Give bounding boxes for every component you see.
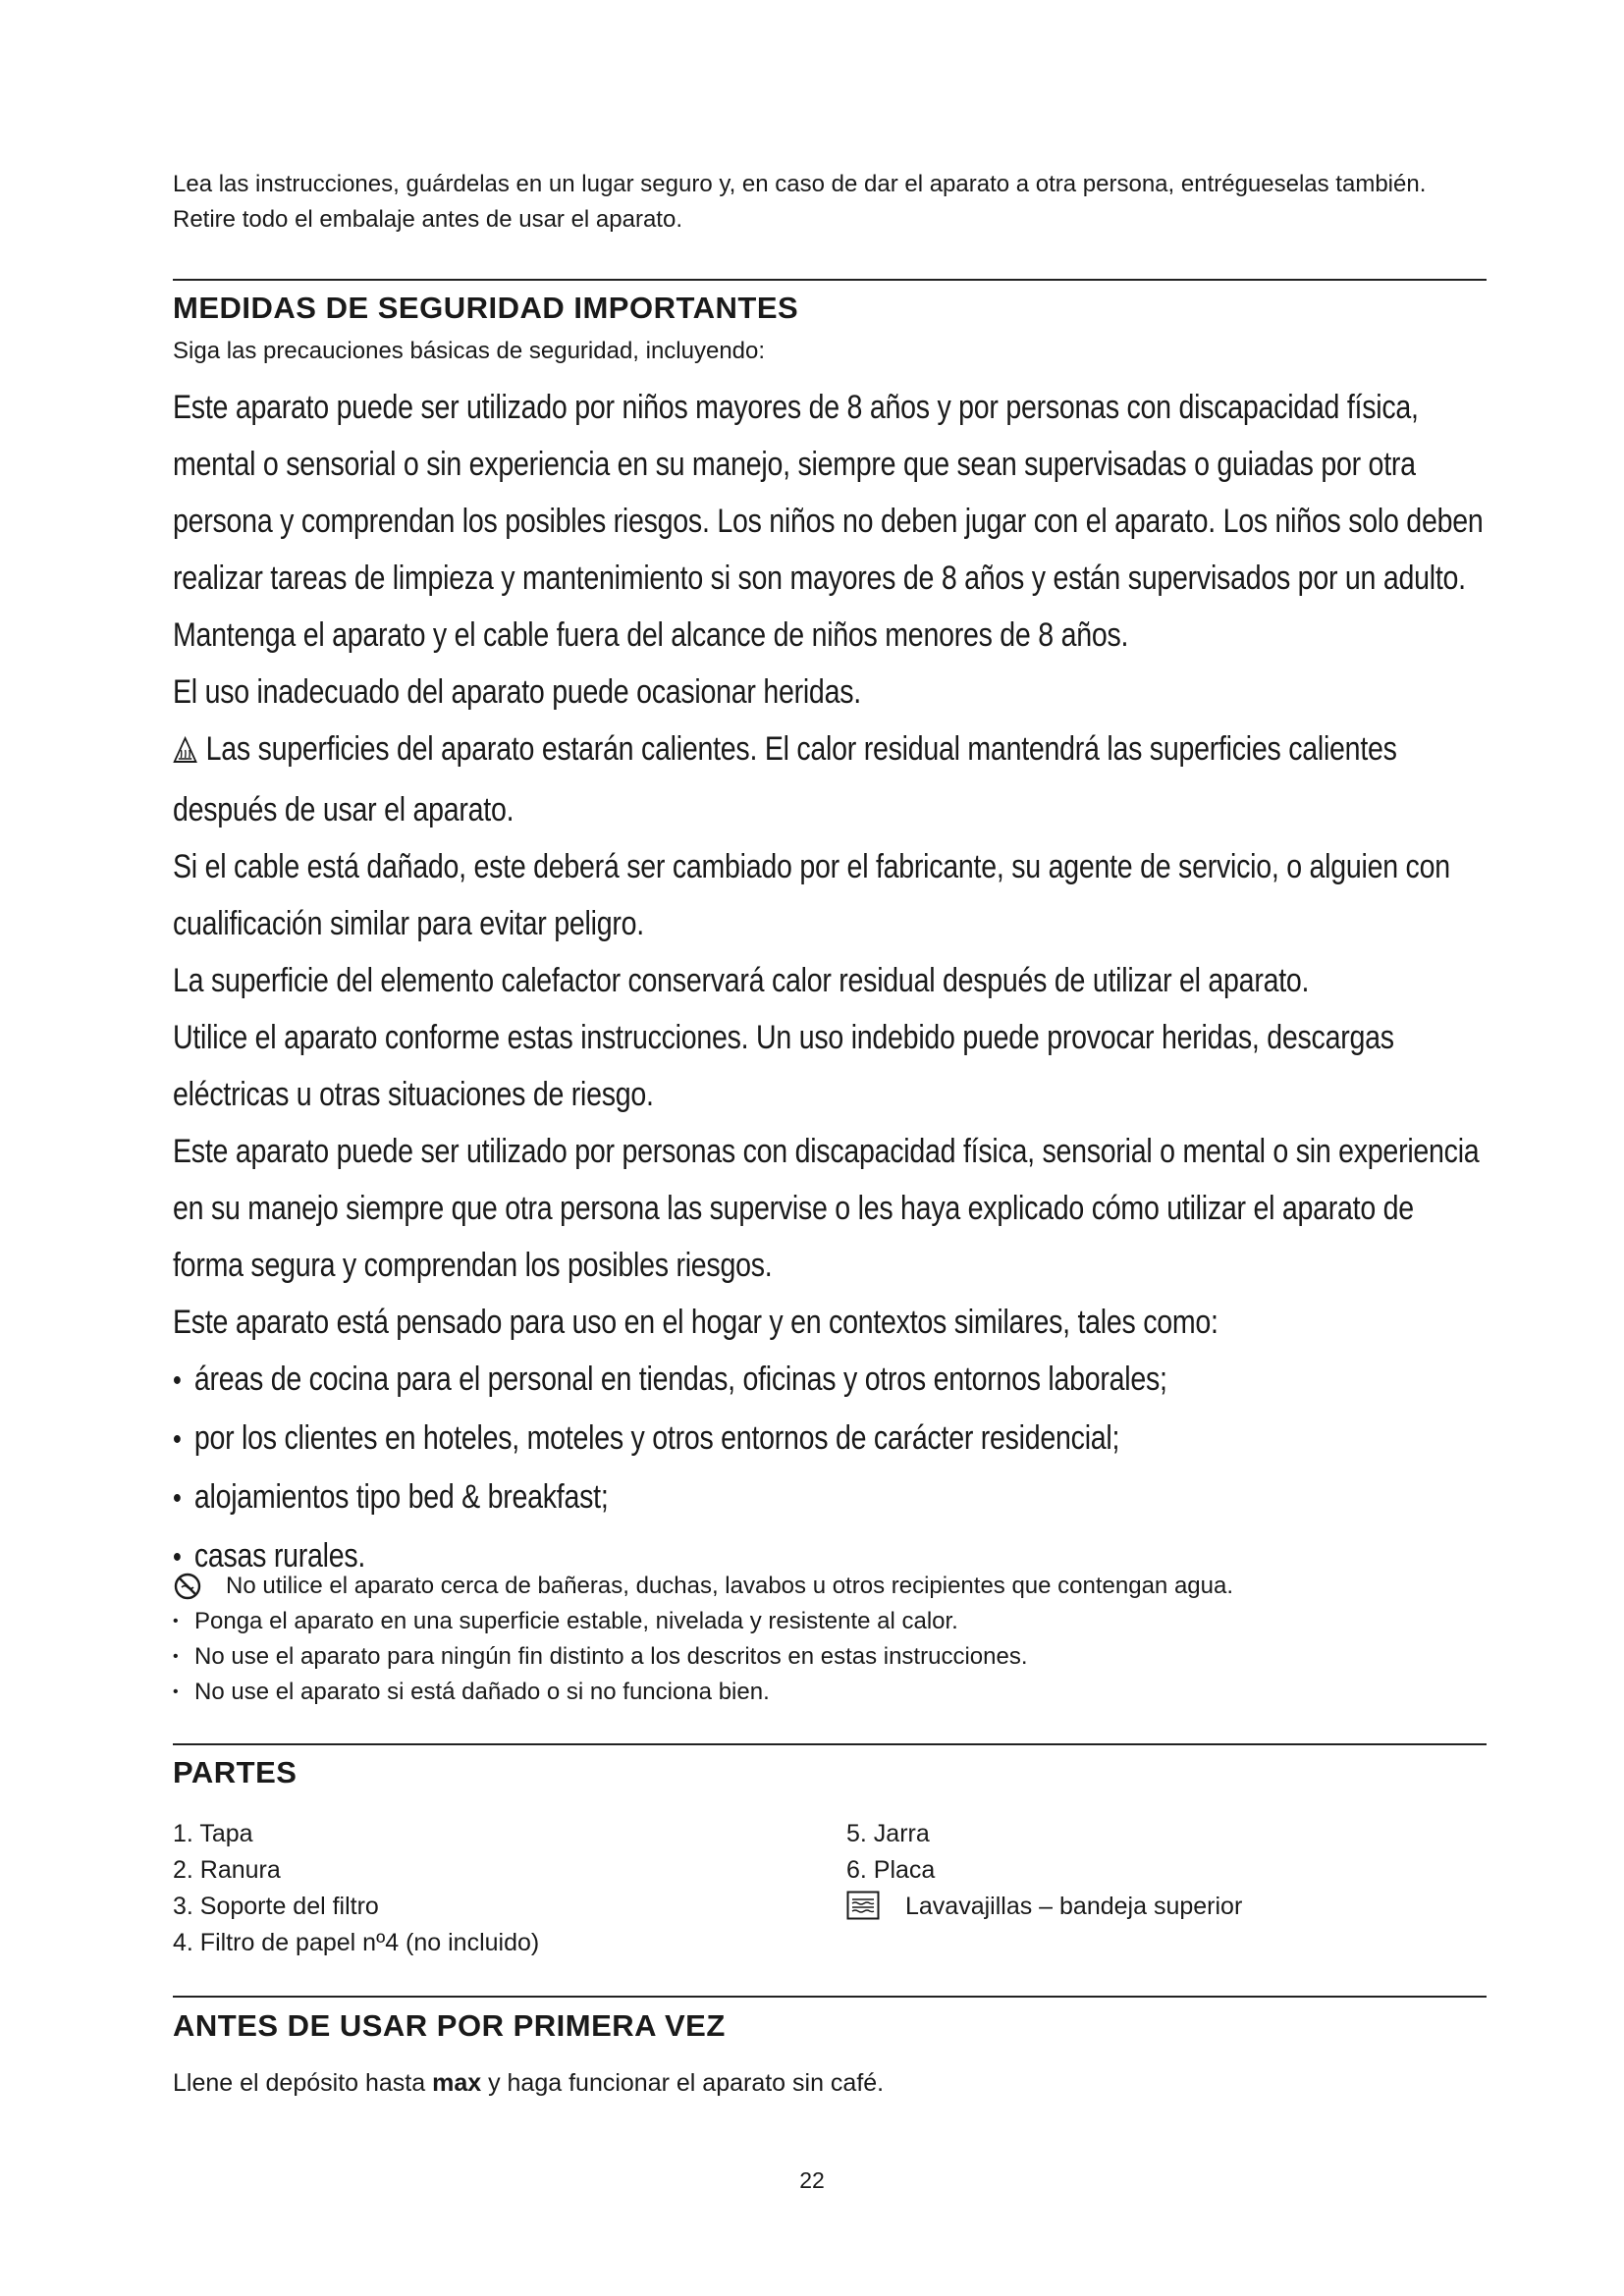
parts-list-left [173,1816,539,1961]
max-label: max [432,2069,482,2097]
page-number: 22 [799,2167,825,2193]
small-safety-list [173,1569,1489,1710]
dishwasher-note: Lavavajillas – bandeja superior [846,1889,1242,1931]
part-item: 4. Filtro de papel nº4 (no incluido) [173,1929,540,1956]
divider [173,1996,1487,1998]
dishwasher-icon [846,1891,880,1931]
intro-text: Lea las instrucciones, guárdelas en un lugar seguro y, en caso de dar el aparato a otra persona, entrégueselas también. Retire todo el embalaje antes de usar el aparato. [173,171,1427,233]
parts-heading: PARTES [173,1755,298,1789]
hot-surface-warning-icon [173,724,197,781]
bullet-icon: • [173,1364,182,1397]
part-item: 3. Soporte del filtro [173,1893,379,1920]
context-item: • casas rurales. [173,1527,1489,1586]
first-use-text: Llene el depósito hasta max y haga funcionar el aparato sin café. [173,2069,885,2097]
safety-paragraph: El uso inadecuado del aparato puede ocasionar heridas. [173,673,861,711]
safety-paragraph: La superficie del elemento calefactor conservará calor residual después de utilizar el aparato. [173,962,1310,999]
bullet-icon: • [173,1648,179,1665]
part-item: 2. Ranura [173,1856,281,1884]
bullet-icon: • [173,1541,182,1574]
safety-heading: MEDIDAS DE SEGURIDAD IMPORTANTES [173,291,799,325]
bullet-icon: • [173,1613,179,1629]
safety-conditions [173,379,1489,1586]
part-item: 5. Jarra [846,1820,930,1847]
no-water-icon [173,1572,202,1601]
safety-subheading: Siga las precauciones básicas de seguridad, incluyendo: [173,338,766,364]
safety-paragraph [173,721,1489,838]
context-item: • áreas de cocina para el personal en tiendas, oficinas y otros entornos laborales; [173,1351,1489,1410]
divider [173,1743,1487,1745]
first-use-heading: ANTES DE USAR POR PRIMERA VEZ [173,2008,726,2043]
bullet-icon: • [173,1482,182,1515]
safety-paragraph: Este aparato puede ser utilizado por niños mayores de 8 años y por personas con discapacidad física, mental o sensorial o sin experiencia en su manejo, siempre que sean supervisadas o guiadas por otra persona y comprendan los posibles riesgos. Los niños no deben jugar con el aparato. Los niños solo deben realizar tareas de limpieza y mantenimiento si son mayores de 8 años y están supervisados por un adulto. Mantenga el aparato y el cable fuera del alcance de niños menores de 8 años. [173,389,1484,654]
small-item: • Ponga el aparato en una superficie estable, nivelada y resistente al calor. [173,1604,1489,1639]
safety-paragraph: Utilice el aparato conforme estas instrucciones. Un uso indebido puede provocar heridas, descargas eléctricas u otras situaciones de riesgo. [173,1019,1394,1113]
part-item: 6. Placa [846,1856,936,1884]
parts-list-right [846,1816,1242,1931]
context-item: • por los clientes en hoteles, moteles y otros entornos de carácter residencial; [173,1410,1489,1468]
small-item: • No use el aparato para ningún fin distinto a los descritos en estas instrucciones. [173,1639,1489,1675]
safety-paragraph: Si el cable está dañado, este deberá ser cambiado por el fabricante, su agente de servicio, o alguien con cualificación similar para evitar peligro. [173,848,1450,942]
part-item: 1. Tapa [173,1820,253,1847]
safety-paragraph: Este aparato puede ser utilizado por personas con discapacidad física, sensorial o mental o sin experiencia en su manejo siempre que otra persona las supervise o les haya explicado cómo utilizar el aparato de forma segura y comprendan los posibles riesgos. [173,1133,1480,1284]
bullet-icon: • [173,1423,182,1456]
hot-surface-text: Las superficies del aparato estarán calientes. El calor residual mantendrá las superficies calientes después de usar el aparato. [173,730,1397,828]
small-item: • No use el aparato si está dañado o si no funciona bien. [173,1675,1489,1710]
context-item: • alojamientos tipo bed & breakfast; [173,1468,1489,1527]
water-warning: No utilice el aparato cerca de bañeras, duchas, lavabos u otros recipientes que contengan agua. [173,1569,1489,1604]
safety-paragraph: Este aparato está pensado para uso en el hogar y en contextos similares, tales como: [173,1304,1218,1341]
divider [173,279,1487,281]
bullet-icon: • [173,1683,179,1700]
